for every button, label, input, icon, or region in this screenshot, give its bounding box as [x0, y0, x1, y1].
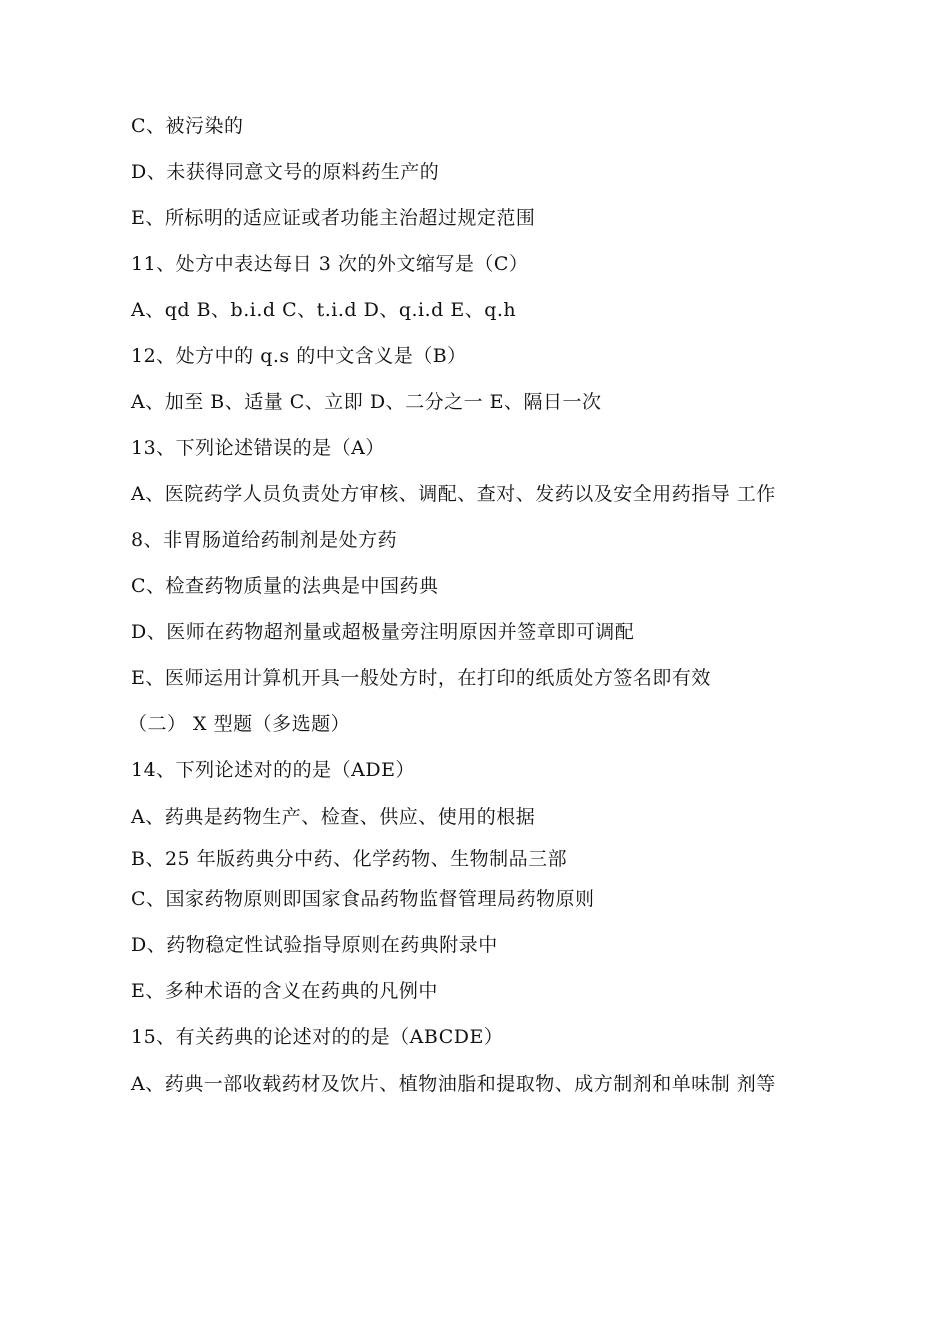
- option-line: C、被污染的: [131, 115, 244, 137]
- option-line: D、药物稳定性试验指导原则在药典附录中: [131, 934, 498, 956]
- option-line: A、qd B、b.i.d C、t.i.d D、q.i.d E、q.h: [131, 299, 517, 321]
- option-line: 8、非胃肠道给药制剂是处方药: [131, 529, 398, 551]
- option-line: E、医师运用计算机开具一般处方时，在打印的纸质处方签名即有效: [131, 667, 711, 689]
- option-line: D、未获得同意文号的原料药生产的: [131, 161, 440, 183]
- option-line: A、医院药学人员负责处方审核、调配、查对、发药以及安全用药指导 工作: [131, 483, 776, 505]
- question-line: 12、处方中的 q.s 的中文含义是（B）: [131, 345, 467, 367]
- option-line: E、所标明的适应证或者功能主治超过规定范围: [131, 207, 536, 229]
- option-line: A、加至 B、适量 C、立即 D、二分之一 E、隔日一次: [131, 391, 602, 413]
- option-line: D、医师在药物超剂量或超极量旁注明原因并签章即可调配: [131, 621, 635, 643]
- option-line: C、检查药物质量的法典是中国药典: [131, 575, 439, 597]
- section-heading: （二） X 型题（多选题）: [128, 713, 351, 735]
- option-line: A、药典一部收载药材及饮片、植物油脂和提取物、成方制剂和单味制 剂等: [131, 1073, 776, 1095]
- option-line: B、25 年版药典分中药、化学药物、生物制品三部: [131, 848, 568, 870]
- option-line: C、国家药物原则即国家食品药物监督管理局药物原则: [131, 888, 595, 910]
- question-line: 11、处方中表达每日 3 次的外文缩写是（C）: [131, 253, 529, 275]
- question-line: 14、下列论述对的的是（ADE）: [131, 759, 416, 781]
- option-line: E、多种术语的含义在药典的凡例中: [131, 980, 438, 1002]
- option-line: A、药典是药物生产、检查、供应、使用的根据: [131, 806, 536, 828]
- question-line: 15、有关药典的论述对的的是（ABCDE）: [131, 1026, 504, 1048]
- question-line: 13、下列论述错误的是（A）: [131, 437, 385, 459]
